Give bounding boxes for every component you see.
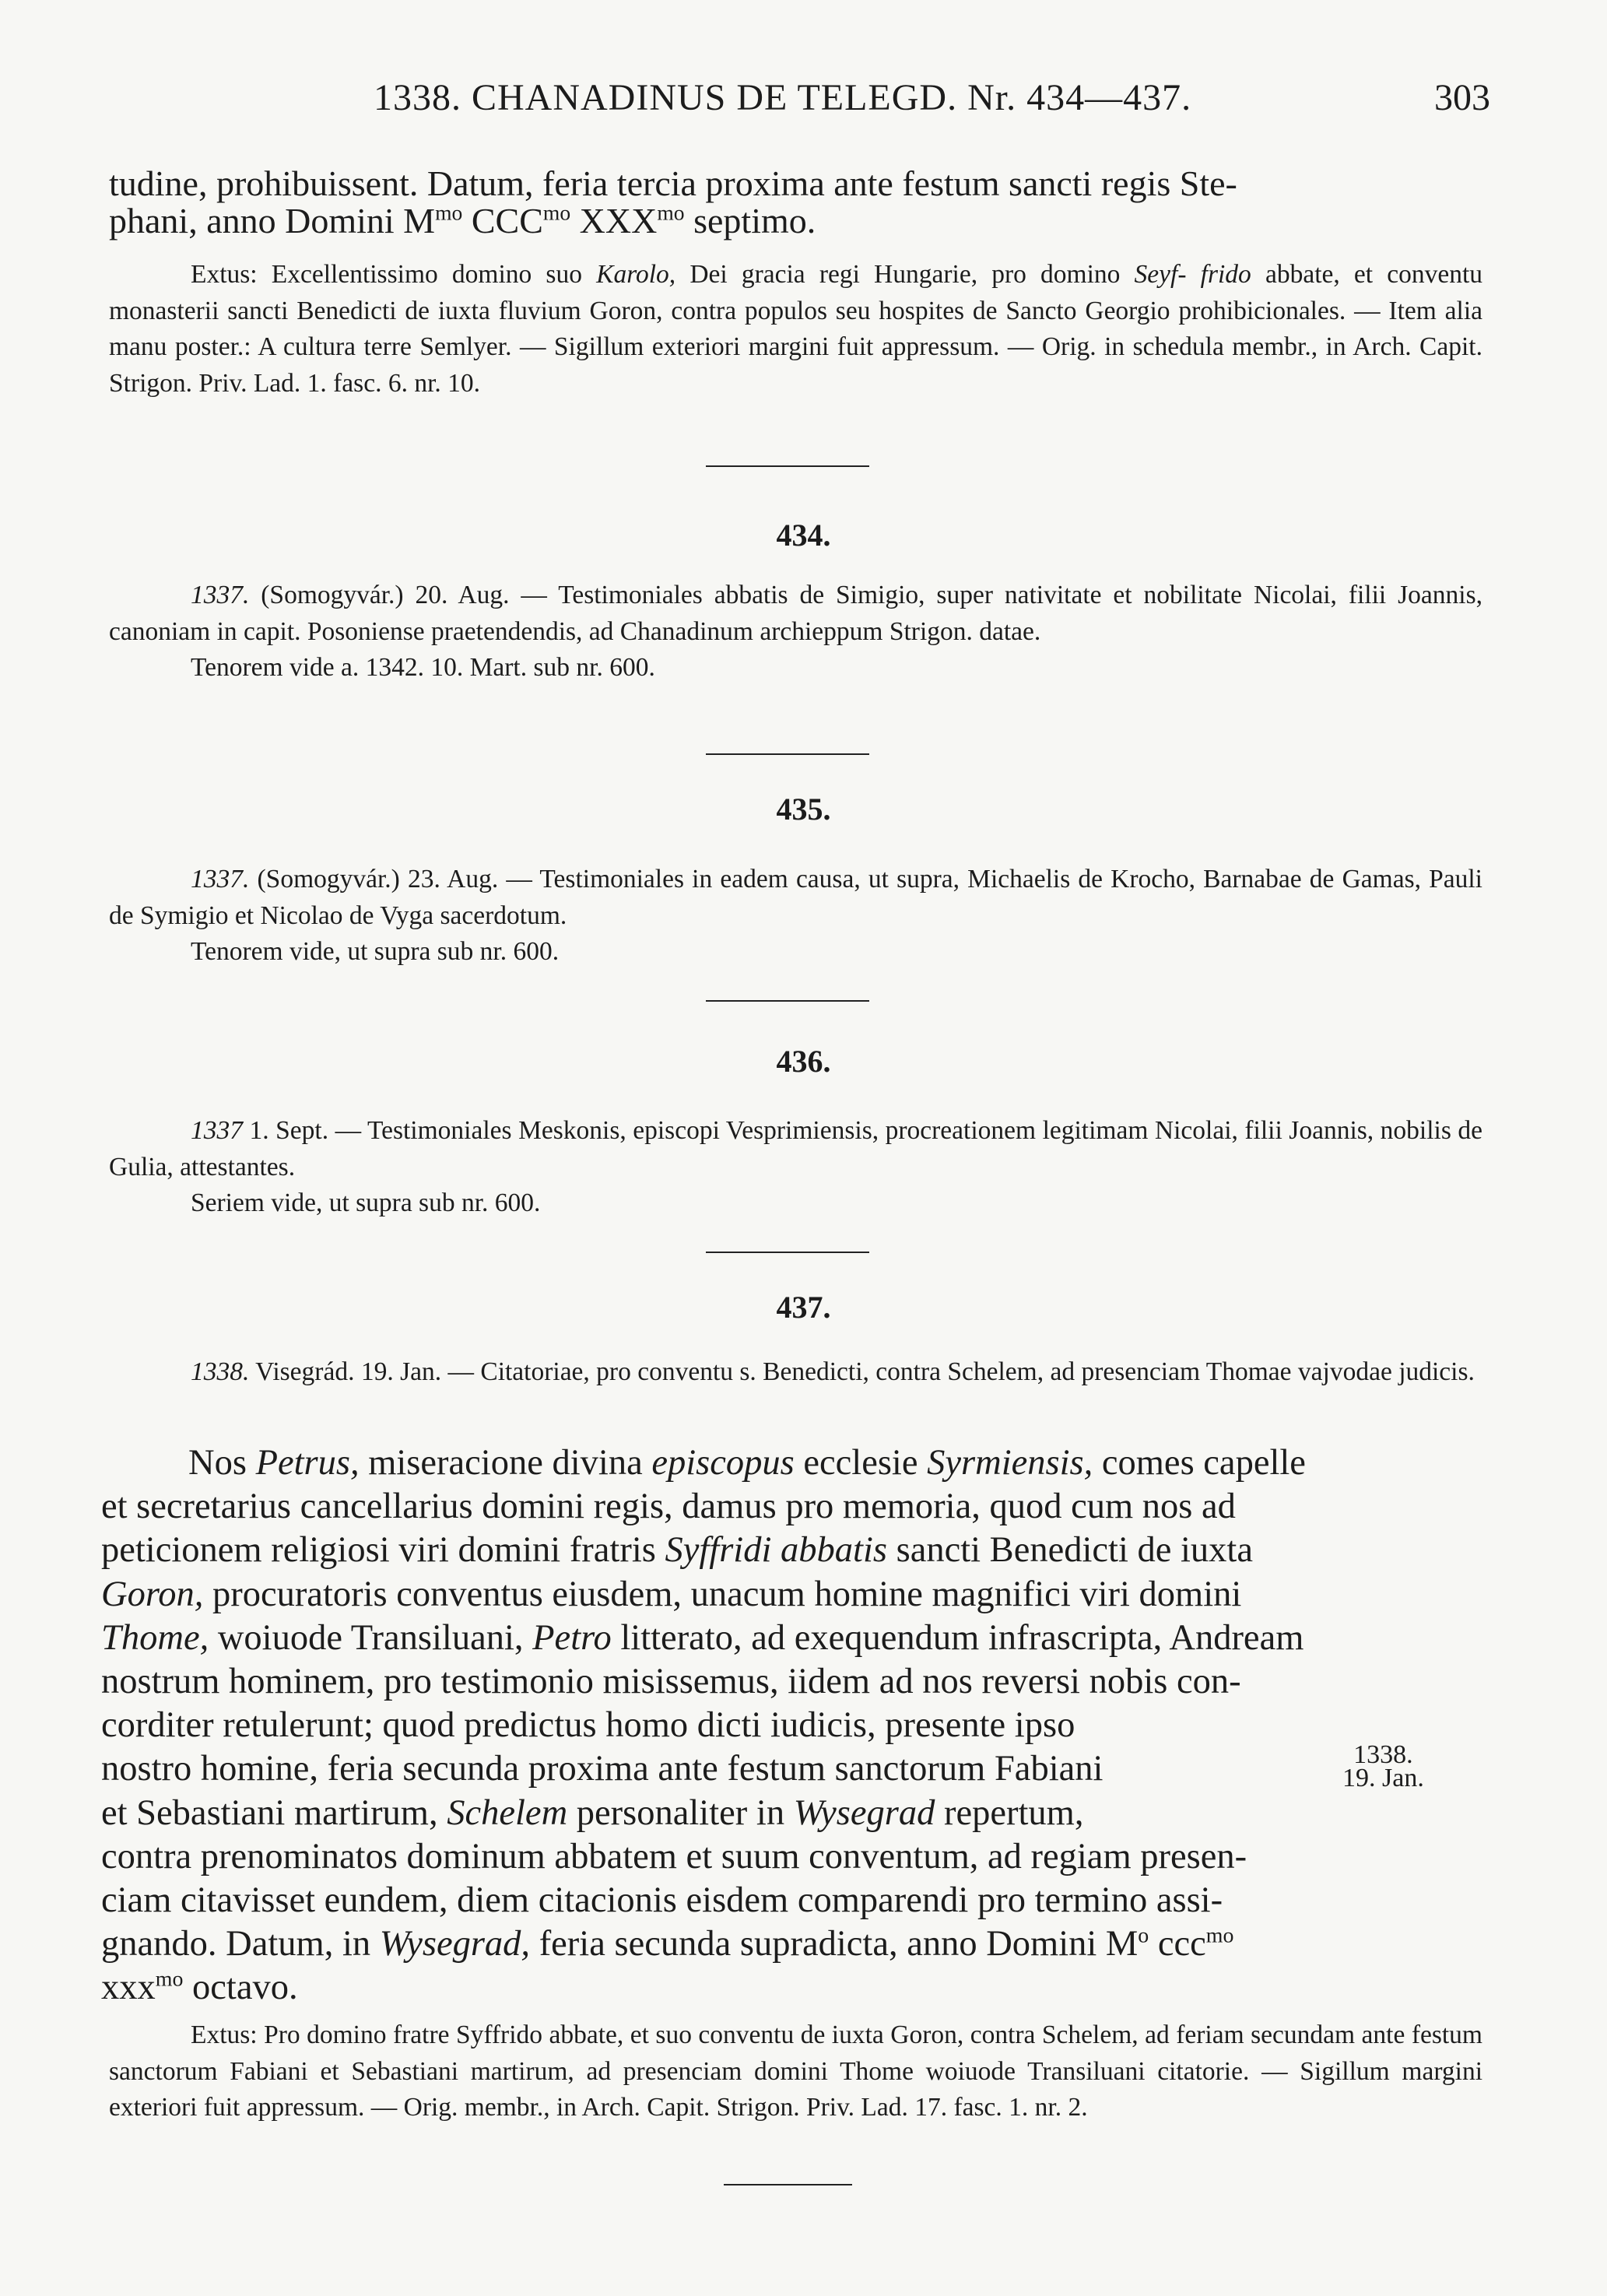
running-header (109, 76, 1490, 131)
entry-number-436: 436. (776, 1044, 831, 1079)
entry-434-summary: 1337. (Somogyvár.) 20. Aug. — Testimoniales abbatis de Simigio, super nativitate et nobilitate Nicolai, filii Joannis, canoniam in capit. Posoniense praetendendis, ad Chanadinum archieppum Strigon. datae. Tenorem vide a. 1342. 10. Mart. sub nr. 600. (109, 578, 1482, 686)
extus-note-437: Extus: Pro domino fratre Syffrido abbate, et suo conventu de iuxta Goron, contra Schelem, ad feriam secundam ante festum sanctorum Fabiani et Sebastiani martirum, ad presenciam domini Thome woiuode Transiluani citatorie. — Sigillum margini exteriori fuit appressum. — Orig. membr., in Arch. Capit. Strigon. Priv. Lad. 17. fasc. 1. nr. 2. (109, 2020, 1482, 2122)
entry-number-437: 437. (776, 1290, 831, 1325)
charter-text: Nos Petrus, miseracione divina episcopus ecclesie Syrmiensis, comes capelle et secretarius cancellarius domini regis, damus pro memoria, quod cum nos ad peticionem religiosi viri domini fratris Syffridi abbatis sancti Benedicti de iuxta Goron, procuratoris conventus eiusdem, unacum homine magnifici viri domini Thome, woiuode Transiluani, Petro litterato, ad exequendum infrascripta, Andream nostrum hominem, pro testimonio misissemus, iidem ad nos reversi nobis con- corditer retulerunt; quod predictus homo dicti iudicis, presente ipso nostro homine, feria secunda proxima ante festum sanctorum Fabiani et Sebastiani martirum, Schelem personaliter in Wysegrad repertum, contra prenominatos dominum abbatem et suum conventum, ad regiam presen- ciam citavisset eundem, diem citacionis eisdem comparendi pro termino assi- gnando. Datum, in Wysegrad, feria secunda supradicta, anno Domini $M^o$ ccc$^{mo}$ xxx$^{mo}$ octavo. (101, 1443, 1306, 2008)
entry-437-summary: 1338. Visegrád. 19. Jan. — Citatoriae, pro conventu s. Benedicti, contra Schelem, ad presenciam Thomae vajvodae judicis. (191, 1357, 1475, 1386)
entry-435-summary: 1337. (Somogyvár.) 23. Aug. — Testimoniales in eadem causa, ut supra, Michaelis de Krocho, Barnabae de Gamas, Pauli de Symigio et Nicolao de Vyga sacerdotum. Tenorem vide, ut supra sub nr. 600. (109, 862, 1482, 971)
section-divider (706, 1252, 869, 1253)
section-divider (706, 465, 869, 467)
extus-note-433: Extus: Excellentissimo domino suo Karolo, Dei gracia regi Hungarie, pro domino Seyf- frido abbate, et conventu monasterii sancti Benedicti de iuxta fluvium Goron, contra populos seu hospites de Sancto Georgio prohibicionales. — Item alia manu poster.: A cultura terre Semlyer. — Sigillum exteriori margini fuit appressum. — Orig. in schedula membr., in Arch. Capit. Strigon. Priv. Lad. 1. fasc. 6. nr. 10. (109, 260, 1483, 398)
section-divider (724, 2184, 852, 2185)
entry-number-435: 435. (776, 792, 831, 827)
continuation-text: tudine, prohibuissent. Datum, feria tercia proxima ante festum sancti regis Ste- phani, anno Domini $M^{mo}$ $CCC^{mo}$ $XXX^{mo}$ septimo. (109, 163, 1237, 240)
header-title: 1338. CHANADINUS DE TELEGD. Nr. 434—437. (374, 77, 1192, 118)
section-divider (706, 1000, 869, 1002)
entry-434-reference: Tenorem vide a. 1342. 10. Mart. sub nr. 600. (191, 653, 655, 682)
entry-436-reference: Seriem vide, ut supra sub nr. 600. (191, 1188, 541, 1217)
margin-date-note: 1338. 19. Jan. (1342, 1740, 1424, 1792)
page-number: 303 (1434, 77, 1490, 118)
entry-number-434: 434. (776, 518, 831, 553)
entry-435-reference: Tenorem vide, ut supra sub nr. 600. (191, 937, 560, 966)
section-divider (706, 753, 869, 755)
entry-436-summary: 1337 1. Sept. — Testimoniales Meskonis, episcopi Vesprimiensis, procreationem legitimam Nicolai, filii Joannis, nobilis de Gulia, attestantes. Seriem vide, ut supra sub nr. 600. (109, 1113, 1482, 1222)
